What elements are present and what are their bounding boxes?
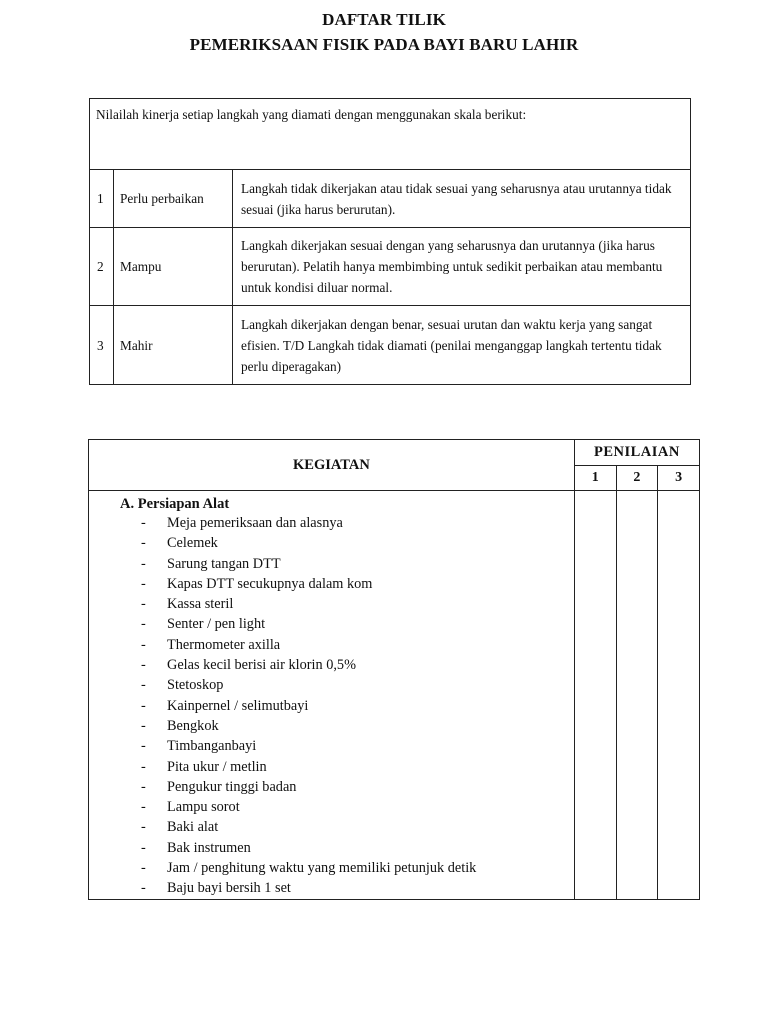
equipment-item-label: Baki alat — [167, 819, 219, 836]
equipment-item — [120, 858, 574, 878]
bullet-dash: - — [141, 880, 146, 897]
equipment-item-label: Baju bayi bersih 1 set — [167, 880, 291, 897]
bullet-dash: - — [141, 596, 146, 613]
bullet-dash: - — [141, 758, 146, 775]
bullet-dash: - — [141, 839, 146, 856]
score-cell-2[interactable] — [616, 491, 658, 900]
equipment-item — [120, 878, 574, 898]
equipment-item-label: Thermometer axilla — [167, 636, 281, 653]
equipment-item — [120, 635, 574, 655]
equipment-item — [120, 797, 574, 817]
equipment-item — [120, 513, 574, 533]
rating-scale-table — [89, 98, 691, 385]
bullet-dash: - — [141, 677, 146, 694]
scale-number: 1 — [90, 170, 114, 228]
bullet-dash: - — [141, 636, 146, 653]
bullet-dash: - — [141, 657, 146, 674]
equipment-item-label: Senter / pen light — [167, 616, 266, 633]
bullet-dash: - — [141, 616, 146, 633]
equipment-item-label: Lampu sorot — [167, 799, 240, 816]
equipment-item-label: Kapas DTT secukupnya dalam kom — [167, 575, 373, 592]
score-header-3: 3 — [658, 465, 700, 491]
equipment-list — [120, 513, 574, 899]
equipment-item — [120, 757, 574, 777]
bullet-dash: - — [141, 515, 146, 531]
bullet-dash: - — [141, 717, 146, 734]
score-header-1: 1 — [574, 465, 616, 491]
equipment-item-label: Gelas kecil berisi air klorin 0,5% — [167, 657, 356, 674]
bullet-dash: - — [141, 555, 146, 572]
equipment-item — [120, 614, 574, 634]
activity-checklist-table — [88, 439, 700, 900]
equipment-item — [120, 716, 574, 736]
scale-row — [90, 306, 691, 385]
equipment-item — [120, 533, 574, 553]
equipment-item-label: Timbanganbayi — [167, 738, 257, 755]
score-header-2: 2 — [616, 465, 658, 491]
equipment-item-label: Stetoskop — [167, 677, 224, 694]
equipment-item-label: Kainpernel / selimutbayi — [167, 697, 309, 714]
equipment-item — [120, 675, 574, 695]
bullet-dash: - — [141, 799, 146, 816]
bullet-dash: - — [141, 738, 146, 755]
bullet-dash: - — [141, 819, 146, 836]
scale-row — [90, 170, 691, 228]
equipment-item — [120, 777, 574, 797]
scale-row — [90, 228, 691, 306]
activity-cell — [89, 491, 575, 900]
equipment-item — [120, 554, 574, 574]
scale-level: Perlu perbaikan — [114, 170, 233, 228]
equipment-item-label: Bengkok — [167, 717, 219, 734]
equipment-item — [120, 736, 574, 756]
score-cell-3[interactable] — [658, 491, 700, 900]
equipment-item-label: Pita ukur / metlin — [167, 758, 267, 775]
equipment-item-label: Kassa steril — [167, 596, 234, 613]
equipment-item — [120, 696, 574, 716]
bullet-dash: - — [141, 535, 146, 552]
scale-description: Langkah tidak dikerjakan atau tidak sesuai yang seharusnya atau urutannya tidak sesuai (jika harus berurutan). — [233, 170, 691, 228]
scale-level: Mampu — [114, 228, 233, 306]
bullet-dash: - — [141, 860, 146, 877]
equipment-item — [120, 655, 574, 675]
equipment-item-label: Jam / penghitung waktu yang memiliki petunjuk detik — [167, 860, 477, 877]
bullet-dash: - — [141, 778, 146, 795]
equipment-item-label: Meja pemeriksaan dan alasnya — [167, 515, 343, 531]
equipment-item — [120, 838, 574, 858]
scale-description: Langkah dikerjakan dengan benar, sesuai urutan dan waktu kerja yang sangat efisien. T/D Langkah tidak diamati (penilai menganggap langkah tertentu tidak perlu diperagakan) — [233, 306, 691, 385]
kegiatan-header: KEGIATAN — [89, 440, 575, 491]
scale-description: Langkah dikerjakan sesuai dengan yang seharusnya dan urutannya (jika harus berurutan). Pelatih hanya membimbing untuk sedikit perbaikan atau membantu untuk kondisi diluar normal. — [233, 228, 691, 306]
bullet-dash: - — [141, 697, 146, 714]
scale-number: 2 — [90, 228, 114, 306]
scale-number: 3 — [90, 306, 114, 385]
equipment-item — [120, 594, 574, 614]
equipment-item — [120, 817, 574, 837]
equipment-item-label: Pengukur tinggi badan — [167, 778, 297, 795]
section-title: A. Persiapan Alat — [120, 496, 230, 512]
scale-intro: Nilailah kinerja setiap langkah yang diamati dengan menggunakan skala berikut: — [90, 99, 691, 170]
equipment-item-label: Celemek — [167, 535, 218, 552]
score-cell-1[interactable] — [574, 491, 616, 900]
equipment-item-label: Bak instrumen — [167, 839, 251, 856]
equipment-item-label: Sarung tangan DTT — [167, 555, 281, 572]
equipment-item — [120, 574, 574, 594]
scale-level: Mahir — [114, 306, 233, 385]
document-subtitle: PEMERIKSAAN FISIK PADA BAYI BARU LAHIR — [189, 35, 579, 54]
document-title: DAFTAR TILIK — [322, 10, 446, 29]
penilaian-header: PENILAIAN — [574, 440, 699, 466]
bullet-dash: - — [141, 575, 146, 592]
